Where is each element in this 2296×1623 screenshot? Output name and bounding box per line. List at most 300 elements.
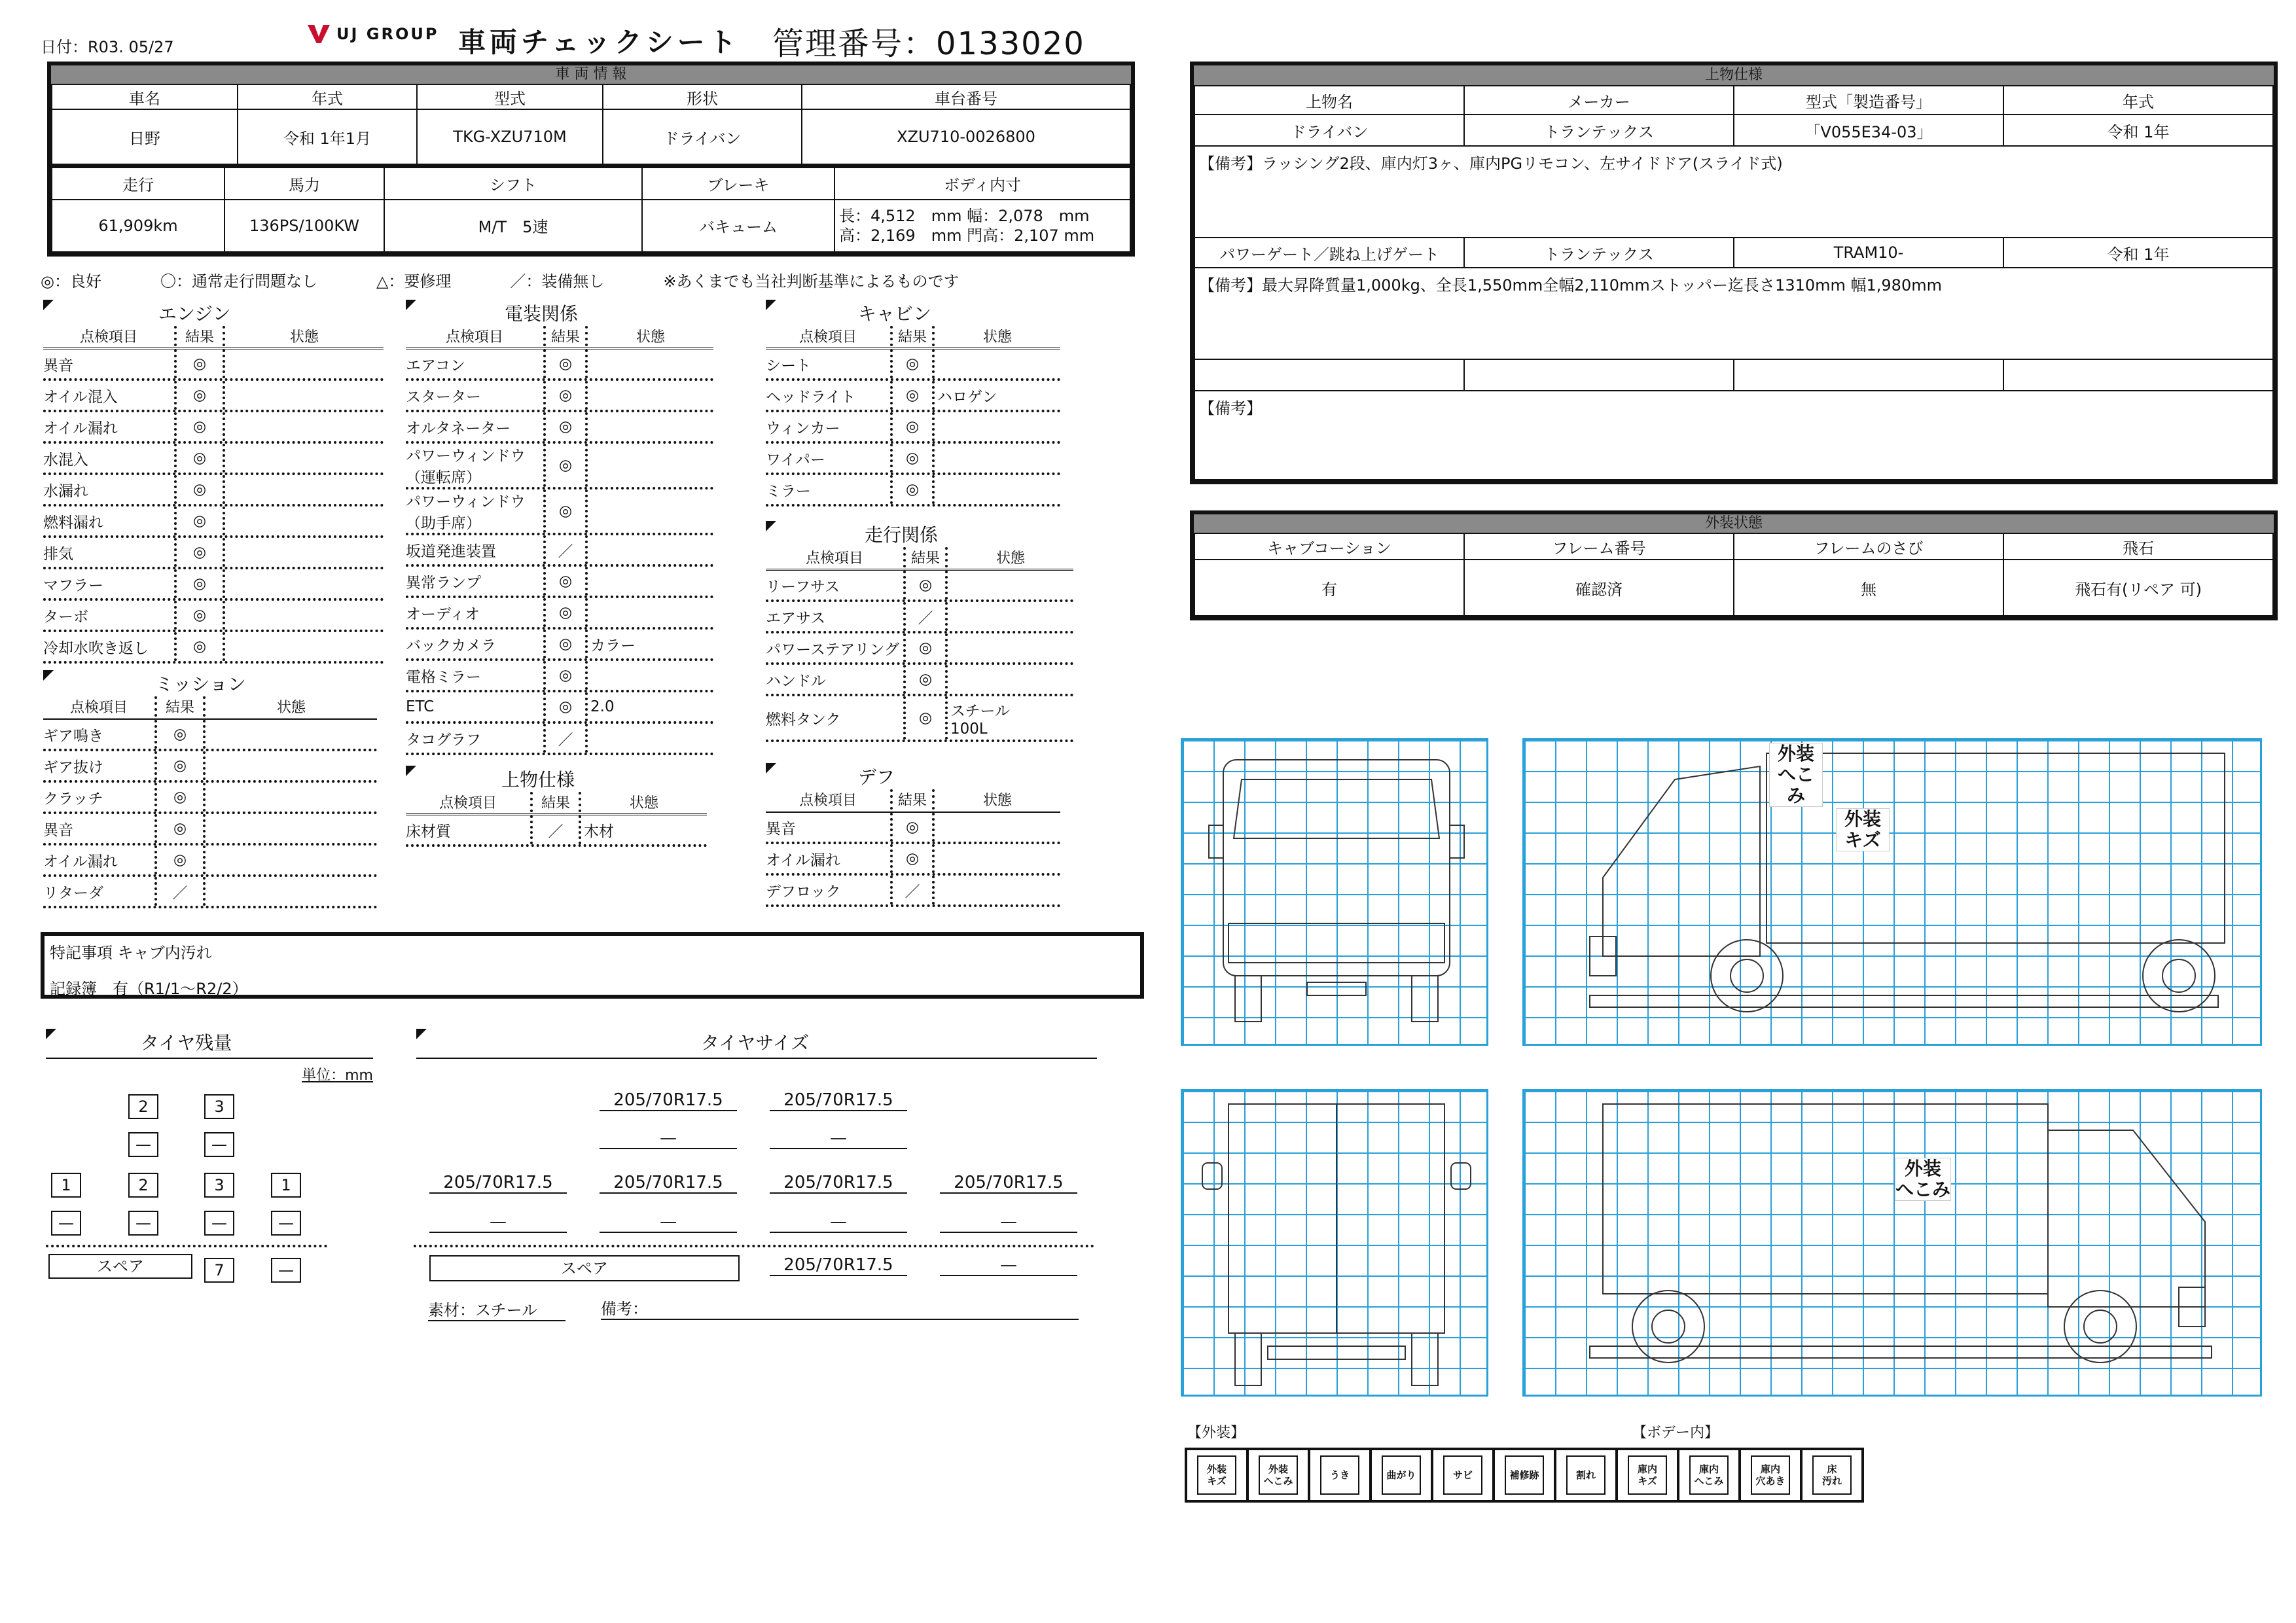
section-title-text: エンジン: [158, 303, 231, 325]
check-row: [766, 444, 1060, 475]
section-title-text: 電装関係: [505, 303, 579, 325]
check-item: 水混入: [43, 451, 88, 469]
key-cell: [1186, 1449, 1247, 1501]
check-header-cell: 結果: [903, 547, 948, 567]
damage-marker-dent: 外装 へこみ: [1895, 1158, 1951, 1200]
check-item: スターター: [406, 388, 481, 406]
empty-cell: [1194, 359, 1464, 391]
val-shape: ドライバン: [603, 109, 802, 164]
section-title-text: ミッション: [155, 673, 246, 695]
check-section-upper_small: [406, 766, 707, 847]
logo-text: UJ GROUP: [336, 25, 439, 43]
tire-size-mid-1: 205/70R17.5: [429, 1173, 567, 1194]
ext-head-frame-no: フレーム番号: [1464, 533, 1734, 560]
check-item: ターボ: [43, 608, 88, 626]
special-line1: 特記事項 キャブ内汚れ: [50, 944, 212, 962]
check-row: [766, 633, 1073, 665]
check-section-diff: [766, 763, 1060, 907]
check-header-cell: 状態: [289, 329, 319, 346]
empty-cell: [1734, 359, 2003, 391]
check-item: 坂道発進装置: [406, 543, 496, 560]
check-header-cell: 点検項目: [79, 329, 137, 346]
check-result: ◎: [890, 412, 935, 441]
triangle-marker-icon: [43, 670, 54, 681]
check-item: ハンドル: [766, 672, 826, 690]
section-title-cabin: [766, 300, 1060, 326]
check-header-cell: 状態: [629, 795, 658, 812]
key-label-body: 【ボデー内】: [1632, 1425, 1719, 1441]
tire-size-title: タイヤサイズ: [700, 1032, 810, 1054]
upper-spec-bar: 上物仕様: [1194, 65, 2274, 85]
head-shape: 形状: [603, 84, 802, 109]
tire-size-mid-dash-3: —: [770, 1212, 907, 1233]
triangle-marker-icon: [406, 766, 416, 776]
check-result: ◎: [903, 571, 948, 599]
key-label: 外装 へこみ: [1259, 1455, 1298, 1495]
legend-repair: △：要修理: [376, 272, 452, 291]
exterior-bar: 外装状態: [1194, 514, 2274, 533]
check-row: [406, 412, 713, 444]
check-header-cell: 点検項目: [445, 329, 503, 346]
check-result: ◎: [154, 720, 206, 749]
check-item: クラッチ: [43, 790, 103, 808]
check-state: ハロゲン: [937, 388, 997, 406]
key-label: 外装 キズ: [1197, 1455, 1236, 1495]
check-row: [406, 724, 713, 755]
check-row: [406, 535, 713, 567]
check-result: ◎: [890, 813, 935, 842]
tire-remain-spare-label: スペア: [48, 1254, 192, 1279]
tire-size-mid-3: 205/70R17.5: [770, 1173, 907, 1194]
damage-marker-scratch: 外装 キズ: [1836, 808, 1890, 851]
check-item: オイル漏れ: [43, 419, 118, 437]
upper-head-maker: メーカー: [1464, 86, 1734, 115]
legend-note: ※あくまでも当社判断基準によるものです: [663, 272, 960, 291]
upper-remark2: 【備考】最大昇降質量1,000kg、全長1,550mm全幅2,110mmストッパー迄長さ1310mm 幅1,980mm: [1194, 268, 2273, 359]
key-label: 庫内 へこみ: [1689, 1455, 1729, 1495]
check-item: リターダ: [43, 884, 103, 902]
check-state: スチール 100L: [950, 702, 1011, 738]
check-result: ◎: [543, 412, 588, 441]
check-row: [43, 349, 384, 381]
tire-size-top-1: 205/70R17.5: [600, 1090, 737, 1111]
ext-val-frame-no: 確認済: [1464, 560, 1734, 616]
head-car-name: 車名: [52, 84, 238, 109]
tire-remain-r4-3: —: [204, 1211, 234, 1236]
rear-view-grid: [1181, 1089, 1488, 1397]
key-label: うき: [1320, 1455, 1359, 1495]
head-year: 年式: [238, 84, 417, 109]
key-cell: [1309, 1449, 1371, 1501]
check-item: 燃料漏れ: [43, 514, 103, 531]
check-row: [43, 444, 384, 475]
check-row: [766, 813, 1060, 844]
triangle-marker-icon: [406, 300, 416, 310]
check-item: パワーウィンドウ （運転席）: [406, 448, 526, 486]
truck-rear-drawing: [1183, 1091, 1490, 1399]
check-row: [406, 381, 713, 412]
val-model: TKG-XZU710M: [417, 109, 603, 164]
key-label: 庫内 穴あき: [1751, 1455, 1790, 1495]
body-size-line1: 長：4,512 mm 幅：2,078 mm: [839, 206, 1090, 225]
val-car-name: 日野: [52, 109, 238, 164]
val-body-size: [834, 200, 1130, 252]
key-cell: [1432, 1449, 1494, 1501]
check-result: ◎: [903, 696, 948, 740]
tire-size-top-dash-1: —: [600, 1128, 737, 1149]
key-label: サビ: [1443, 1455, 1482, 1495]
check-result: ◎: [543, 692, 588, 721]
check-header-cell: 状態: [996, 550, 1025, 567]
truck-front-drawing: [1183, 740, 1490, 1048]
check-row: [766, 381, 1060, 412]
pg-val-name: パワーゲート／跳ね上げゲート: [1194, 238, 1464, 268]
check-item: 電格ミラー: [406, 668, 481, 686]
tire-note: 備考：: [601, 1296, 1079, 1320]
check-header-cell: 点検項目: [439, 795, 497, 812]
tire-size-spare: 205/70R17.5: [770, 1255, 907, 1276]
check-item: リーフサス: [766, 578, 840, 596]
check-item: 異音: [43, 821, 73, 839]
legend-normal: 〇：通常走行問題なし: [160, 272, 317, 291]
empty-cell: [1464, 359, 1734, 391]
section-title-text: 上物仕様: [501, 769, 575, 791]
check-item: 異音: [43, 357, 73, 374]
key-cell: [1371, 1449, 1432, 1501]
check-row: [43, 507, 384, 538]
check-row: [43, 412, 384, 444]
vehicle-info-table: [47, 62, 1135, 257]
check-item: パワーウィンドウ （助手席）: [406, 493, 526, 532]
check-result: ◎: [174, 475, 225, 504]
tire-remain-r3-1: 1: [51, 1173, 81, 1198]
check-section-mission: [43, 670, 377, 908]
check-row: [406, 349, 713, 381]
upper-head-model: 型式「製造番号」: [1734, 86, 2003, 115]
check-item: シート: [766, 357, 811, 374]
front-view-grid: [1181, 738, 1488, 1046]
check-section-running: [766, 521, 1073, 742]
check-row: [406, 567, 713, 598]
check-result: ◎: [543, 630, 588, 658]
check-item: オーディオ: [406, 605, 480, 623]
check-result: ◎: [543, 444, 588, 487]
check-item: 冷却水吹き返し: [43, 639, 149, 657]
check-header-cell: 結果: [890, 326, 935, 346]
check-result: ◎: [890, 349, 935, 378]
tire-remain-r1-2: 3: [204, 1094, 234, 1119]
upper-remark3: 【備考】: [1194, 391, 2273, 480]
check-result: ◎: [154, 751, 206, 780]
tire-remain-spare-2: —: [271, 1258, 301, 1283]
check-result: ◎: [154, 814, 206, 843]
exterior-state-table: [1190, 510, 2278, 620]
check-header-cell: 状態: [276, 700, 306, 716]
check-item: タコグラフ: [406, 731, 481, 749]
head-mileage: 走行: [52, 167, 224, 200]
tire-remain-spare-1: 7: [204, 1258, 234, 1283]
check-row: [766, 602, 1073, 633]
check-section-electric: [406, 300, 713, 755]
key-label: 庫内 キズ: [1628, 1455, 1667, 1495]
check-header-cell: 結果: [543, 326, 588, 346]
check-item: パワーステアリング: [766, 641, 900, 658]
check-item: オイル漏れ: [766, 851, 840, 869]
check-item: オイル混入: [43, 388, 118, 406]
key-cell: [1617, 1449, 1678, 1501]
truck-right-side-drawing: [1524, 1091, 2264, 1399]
check-item: エアコン: [406, 357, 465, 374]
check-row: [766, 475, 1060, 507]
check-row: [406, 692, 713, 724]
check-row: [406, 661, 713, 692]
ext-val-stone: 飛石有(リペア 可): [2003, 560, 2273, 616]
check-result: ◎: [903, 633, 948, 662]
special-remarks: [41, 932, 1144, 999]
check-result: ／: [543, 535, 588, 564]
check-row: [766, 571, 1073, 602]
key-cell: [1494, 1449, 1555, 1501]
check-result: ◎: [174, 538, 225, 567]
check-row: [43, 601, 384, 632]
tire-remain-r3-3: 3: [204, 1173, 234, 1198]
ext-val-rust: 無: [1734, 560, 2003, 616]
legend-good: ◎：良好: [41, 272, 101, 291]
val-shift: M/T 5速: [384, 200, 642, 252]
document-date: 日付：R03. 05/27: [41, 38, 174, 56]
triangle-marker-icon: [766, 300, 776, 310]
check-header-row: [43, 696, 377, 720]
tire-size-spare-label: スペア: [429, 1255, 740, 1281]
check-item: 異音: [766, 820, 796, 838]
check-header-cell: 状態: [982, 329, 1012, 346]
check-item: 床材質: [406, 823, 451, 840]
check-row: [406, 815, 707, 847]
check-row: [43, 632, 384, 664]
tire-size-mid-dash-2: —: [600, 1212, 737, 1233]
check-row: [43, 475, 384, 507]
management-number: 管理番号：0133020: [772, 26, 1085, 62]
check-state: 木材: [584, 823, 614, 840]
legend-none: ／：装備無し: [510, 272, 605, 291]
special-line2: 記録簿 有（R1/1～R2/2）: [50, 980, 248, 998]
section-title-upper_small: [406, 766, 707, 792]
head-body-size: ボディ内寸: [834, 167, 1130, 200]
triangle-marker-icon: [43, 300, 54, 310]
section-title-text: キャビン: [858, 303, 932, 325]
tire-size-spare-dash: —: [940, 1255, 1077, 1276]
tire-unit: 単位：mm: [302, 1067, 373, 1084]
check-result: ／: [543, 724, 588, 753]
check-result: ／: [903, 602, 948, 631]
tire-remain-r2-2: —: [204, 1132, 234, 1157]
check-item: 異常ランプ: [406, 574, 481, 592]
check-row: [43, 720, 377, 751]
check-result: ◎: [543, 349, 588, 378]
check-result: ◎: [903, 665, 948, 694]
key-cell: [1801, 1449, 1863, 1501]
check-item: ミラー: [766, 482, 811, 500]
tire-remain-title: タイヤ残量: [140, 1032, 232, 1054]
head-model: 型式: [417, 84, 603, 109]
key-cell: [1555, 1449, 1617, 1501]
check-result: ◎: [890, 844, 935, 873]
tire-size-mid-dash-4: —: [940, 1212, 1077, 1233]
check-result: ◎: [174, 601, 225, 630]
check-item: ヘッドライト: [766, 388, 856, 406]
tire-remain-r4-2: —: [128, 1211, 158, 1236]
check-result: ◎: [174, 569, 225, 598]
val-mileage: 61,909km: [52, 200, 224, 252]
check-item: ワイパー: [766, 451, 825, 469]
triangle-marker-icon: [766, 763, 776, 774]
check-item: オイル漏れ: [43, 853, 118, 870]
document-title: 車両チェックシート: [458, 26, 740, 58]
section-title-mission: [43, 670, 377, 696]
tire-remain-r4-1: —: [51, 1211, 81, 1236]
key-cell: [1678, 1449, 1740, 1501]
upper-val-maker: トランテックス: [1464, 115, 1734, 146]
check-row: [406, 630, 713, 661]
check-section-cabin: [766, 300, 1060, 507]
upper-head-year: 年式: [2003, 86, 2273, 115]
empty-cell: [2003, 359, 2273, 391]
head-shift: シフト: [384, 167, 642, 200]
ext-val-caution: 有: [1194, 560, 1464, 616]
check-row: [406, 444, 713, 490]
damage-key-legend: [1185, 1448, 1864, 1503]
check-result: ◎: [890, 381, 935, 410]
check-result: ◎: [543, 661, 588, 690]
check-row: [43, 538, 384, 569]
tire-remain-r4-4: —: [271, 1211, 301, 1236]
left-side-grid: [1522, 738, 2262, 1046]
check-item: エアサス: [766, 609, 826, 627]
check-row: [43, 783, 377, 814]
body-size-line2: 高：2,169 mm 門高：2,107 mm: [839, 226, 1095, 245]
check-row: [766, 665, 1073, 696]
triangle-marker-icon: [46, 1029, 56, 1039]
key-label: 曲がり: [1382, 1455, 1421, 1495]
check-row: [766, 349, 1060, 381]
pg-val-year: 令和 1年: [2003, 238, 2273, 268]
check-state: 2.0: [590, 698, 615, 715]
upper-spec-table: [1190, 62, 2278, 484]
check-result: ◎: [174, 412, 225, 441]
key-label: 割れ: [1566, 1455, 1605, 1495]
check-item: 水漏れ: [43, 482, 88, 500]
tire-remain-section: [46, 1029, 373, 1084]
triangle-marker-icon: [766, 521, 776, 531]
upper-head-name: 上物名: [1194, 86, 1464, 115]
check-header-cell: 結果: [154, 696, 206, 717]
check-row: [43, 877, 377, 908]
check-header-row: [766, 547, 1073, 571]
check-item: ギア鳴き: [43, 727, 103, 745]
check-row: [406, 598, 713, 630]
key-cell: [1247, 1449, 1309, 1501]
check-result: ◎: [174, 381, 225, 410]
vehicle-info-bar: 車 両 情 報: [51, 65, 1131, 84]
section-title-engine: [43, 300, 384, 326]
divider: [414, 1245, 1094, 1247]
damage-marker-dent: 外装 へこみ: [1769, 743, 1823, 807]
right-side-grid: [1522, 1089, 2262, 1397]
check-result: ◎: [543, 381, 588, 410]
check-header-cell: 点検項目: [798, 793, 857, 809]
check-header-cell: 点検項目: [798, 329, 857, 346]
check-header-cell: 点検項目: [69, 700, 128, 716]
check-row: [43, 751, 377, 783]
upper-remark1: 【備考】ラッシング2段、庫内灯3ヶ、庫内PGリモコン、左サイドドア(スライド式): [1194, 146, 2273, 238]
check-header-row: [43, 326, 384, 349]
val-brake: バキューム: [642, 200, 834, 252]
check-result: ◎: [154, 846, 206, 874]
upper-val-model: 「V055E34-03」: [1734, 115, 2003, 146]
tire-remain-r3-2: 2: [128, 1173, 158, 1198]
check-result: ◎: [174, 349, 225, 378]
check-item: ギア抜け: [43, 758, 103, 776]
check-result: ◎: [154, 783, 206, 812]
tire-size-mid-2: 205/70R17.5: [600, 1173, 737, 1194]
head-power: 馬力: [224, 167, 384, 200]
check-header-cell: 状態: [636, 329, 665, 346]
triangle-marker-icon: [416, 1029, 427, 1039]
check-row: [43, 814, 377, 846]
check-header-cell: 点検項目: [805, 550, 863, 567]
check-result: ◎: [174, 507, 225, 535]
tire-size-top-dash-2: —: [770, 1128, 907, 1149]
tire-remain-header: [46, 1029, 373, 1059]
check-item: バックカメラ: [406, 637, 496, 654]
key-label: 床 汚れ: [1812, 1455, 1852, 1495]
tire-remain-r1-1: 2: [128, 1094, 158, 1119]
check-row: [766, 844, 1060, 876]
val-power: 136PS/100KW: [224, 200, 384, 252]
ext-head-caution: キャブコーション: [1194, 533, 1464, 560]
check-row: [43, 381, 384, 412]
check-item: ウィンカー: [766, 419, 840, 437]
check-row: [766, 696, 1073, 742]
check-item: オルタネーター: [406, 419, 511, 437]
check-header-cell: 状態: [982, 793, 1012, 809]
check-result: ◎: [174, 632, 225, 661]
head-brake: ブレーキ: [642, 167, 834, 200]
check-item: ETC: [406, 698, 435, 715]
upper-val-name: ドライバン: [1194, 115, 1464, 146]
check-result: ◎: [543, 567, 588, 596]
check-header-row: [766, 326, 1060, 349]
section-title-text: デフ: [858, 766, 895, 788]
check-item: マフラー: [43, 577, 103, 594]
result-legend: [41, 268, 960, 291]
tire-remain-r2-1: —: [128, 1132, 158, 1157]
check-result: ／: [154, 877, 206, 906]
ext-head-rust: フレームのさび: [1734, 533, 2003, 560]
check-result: ／: [890, 876, 935, 904]
check-section-engine: [43, 300, 384, 664]
ext-head-stone: 飛石: [2003, 533, 2273, 560]
section-title-text: 走行関係: [865, 524, 939, 546]
head-chassis: 車台番号: [802, 84, 1130, 109]
check-header-cell: 結果: [890, 789, 935, 810]
check-header-cell: 結果: [530, 792, 581, 812]
check-result: ◎: [890, 475, 935, 504]
section-title-electric: [406, 300, 713, 326]
check-result: ◎: [543, 598, 588, 627]
key-label: 補修跡: [1505, 1455, 1544, 1495]
check-item: 排気: [43, 545, 73, 563]
